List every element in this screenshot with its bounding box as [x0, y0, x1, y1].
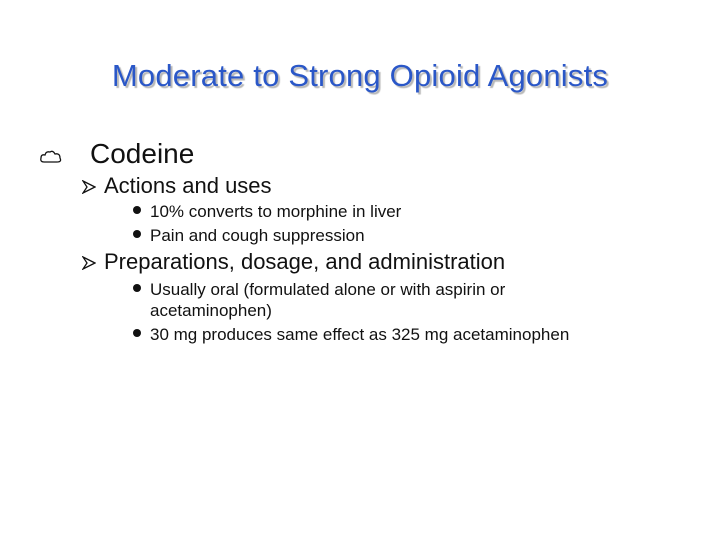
list-item-text: 30 mg produces same effect as 325 mg acetaminophen [150, 325, 570, 344]
cloud-icon [40, 150, 62, 164]
subbullet-label: Actions and uses [104, 173, 272, 198]
bullet-label: Codeine [90, 138, 195, 169]
dot-icon [133, 206, 141, 214]
slide-title: Moderate to Strong Opioid Agonists [111, 58, 609, 93]
list-item-text: Pain and cough suppression [150, 226, 365, 245]
list-item-text: Usually oral (formulated alone or with aspirin or acetaminophen) [150, 280, 506, 320]
list-item [133, 279, 593, 323]
dot-icon [133, 230, 141, 238]
subbullet-label: Preparations, dosage, and administration [104, 249, 506, 274]
dot-icon [133, 284, 141, 292]
arrowhead-icon [82, 256, 96, 270]
dot-icon [133, 329, 141, 337]
arrowhead-icon [82, 180, 96, 194]
list-item-text: 10% converts to morphine in liver [150, 202, 402, 221]
